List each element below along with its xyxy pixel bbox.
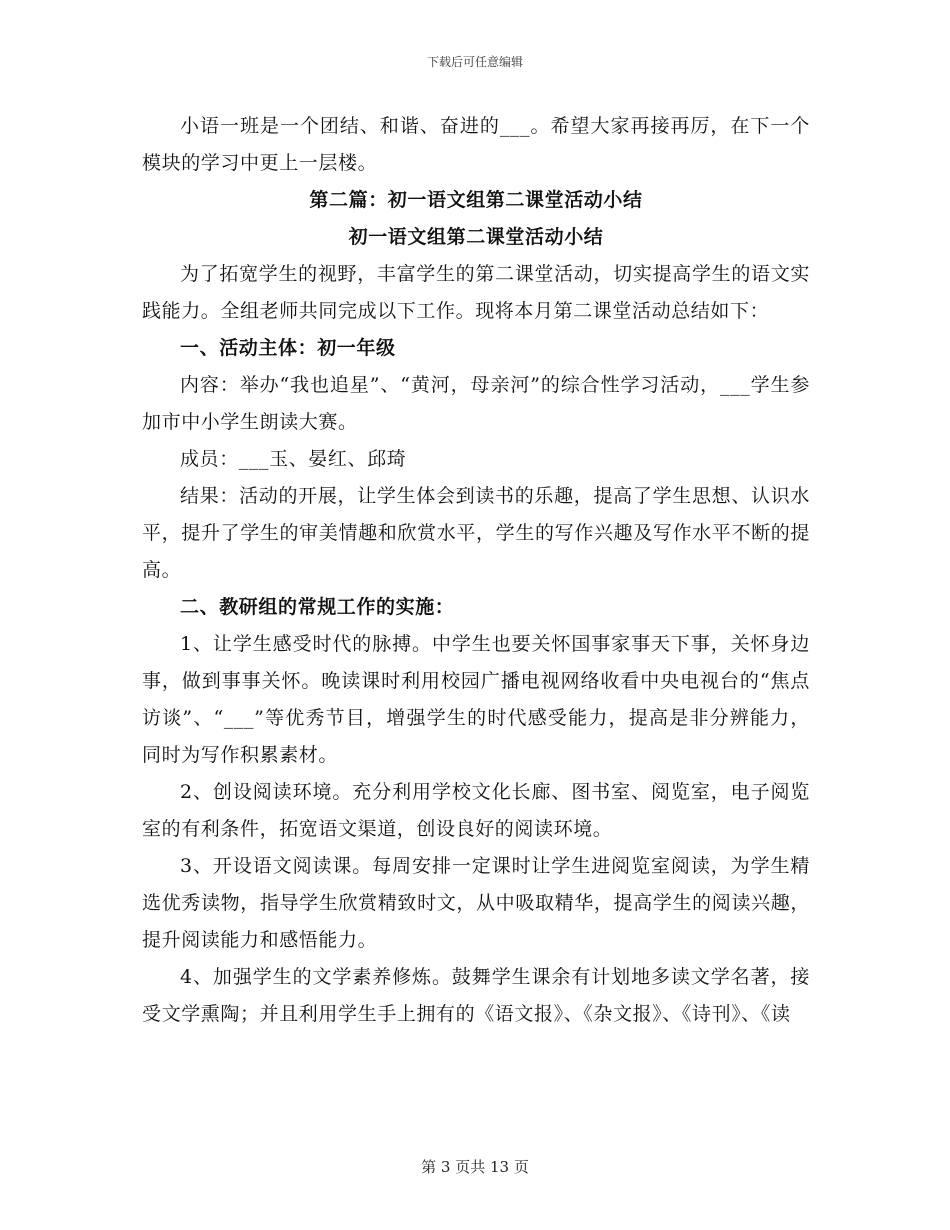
list-item-2: 2、创设阅读环境。充分利用学校文化长廊、图书室、阅览室，电子阅览室的有利条件，拓宽语文渠道，创设良好的阅读环境。 [142,781,810,840]
list-item-1: 1、让学生感受时代的脉搏。中学生也要关怀国事家事天下事，关怀身边事，做到事事关怀。晚读课时利用校园广播电视网络收看中央电视台的“焦点访谈”、“___”等优秀节目，增强学生的时代感受能力，提高是非分辨能力，同时为写作积累素材。 [142,633,810,766]
list-item-3: 3、开设语文阅读课。每周安排一定课时让学生进阅览室阅读，为学生精选优秀读物，指导学生欣赏精致时文，从中吸取精华，提高学生的阅读兴趣，提升阅读能力和感悟能力。 [142,855,810,951]
paragraph-activity-content: 内容：举办“我也追星”、“黄河，母亲河”的综合性学习活动，___学生参加市中小学生朗读大赛。 [142,374,810,433]
paragraph-class-summary: 小语一班是一个团结、和谐、奋进的___。希望大家再接再厉，在下一个模块的学习中更上一层楼。 [142,115,810,174]
section-title: 第二篇：初一语文组第二课堂活动小结 [309,189,643,211]
document-body [142,108,810,1033]
paragraph-members: 成员：___玉、晏红、邱琦 [180,448,407,470]
page-header-note: 下载后可任意编辑 [426,55,523,69]
document-title: 初一语文组第二课堂活动小结 [348,226,604,248]
heading-routine-work: 二、教研组的常规工作的实施： [180,596,455,618]
page-footer: 第 3 页共 13 页 [421,1158,529,1176]
paragraph-intro: 为了拓宽学生的视野，丰富学生的第二课堂活动，切实提高学生的语文实践能力。全组老师共同完成以下工作。现将本月第二课堂活动总结如下： [142,263,810,322]
list-item-4: 4、加强学生的文学素养修炼。鼓舞学生课余有计划地多读文学名著，接受文学熏陶；并且利用学生手上拥有的《语文报》、《杂文报》、《诗刊》、《读 [142,966,810,1025]
paragraph-results: 结果：活动的开展，让学生体会到读书的乐趣，提高了学生思想、认识水平，提升了学生的审美情趣和欣赏水平，学生的写作兴趣及写作水平不断的提高。 [142,485,810,581]
heading-activity-subject: 一、活动主体：初一年级 [180,337,396,359]
